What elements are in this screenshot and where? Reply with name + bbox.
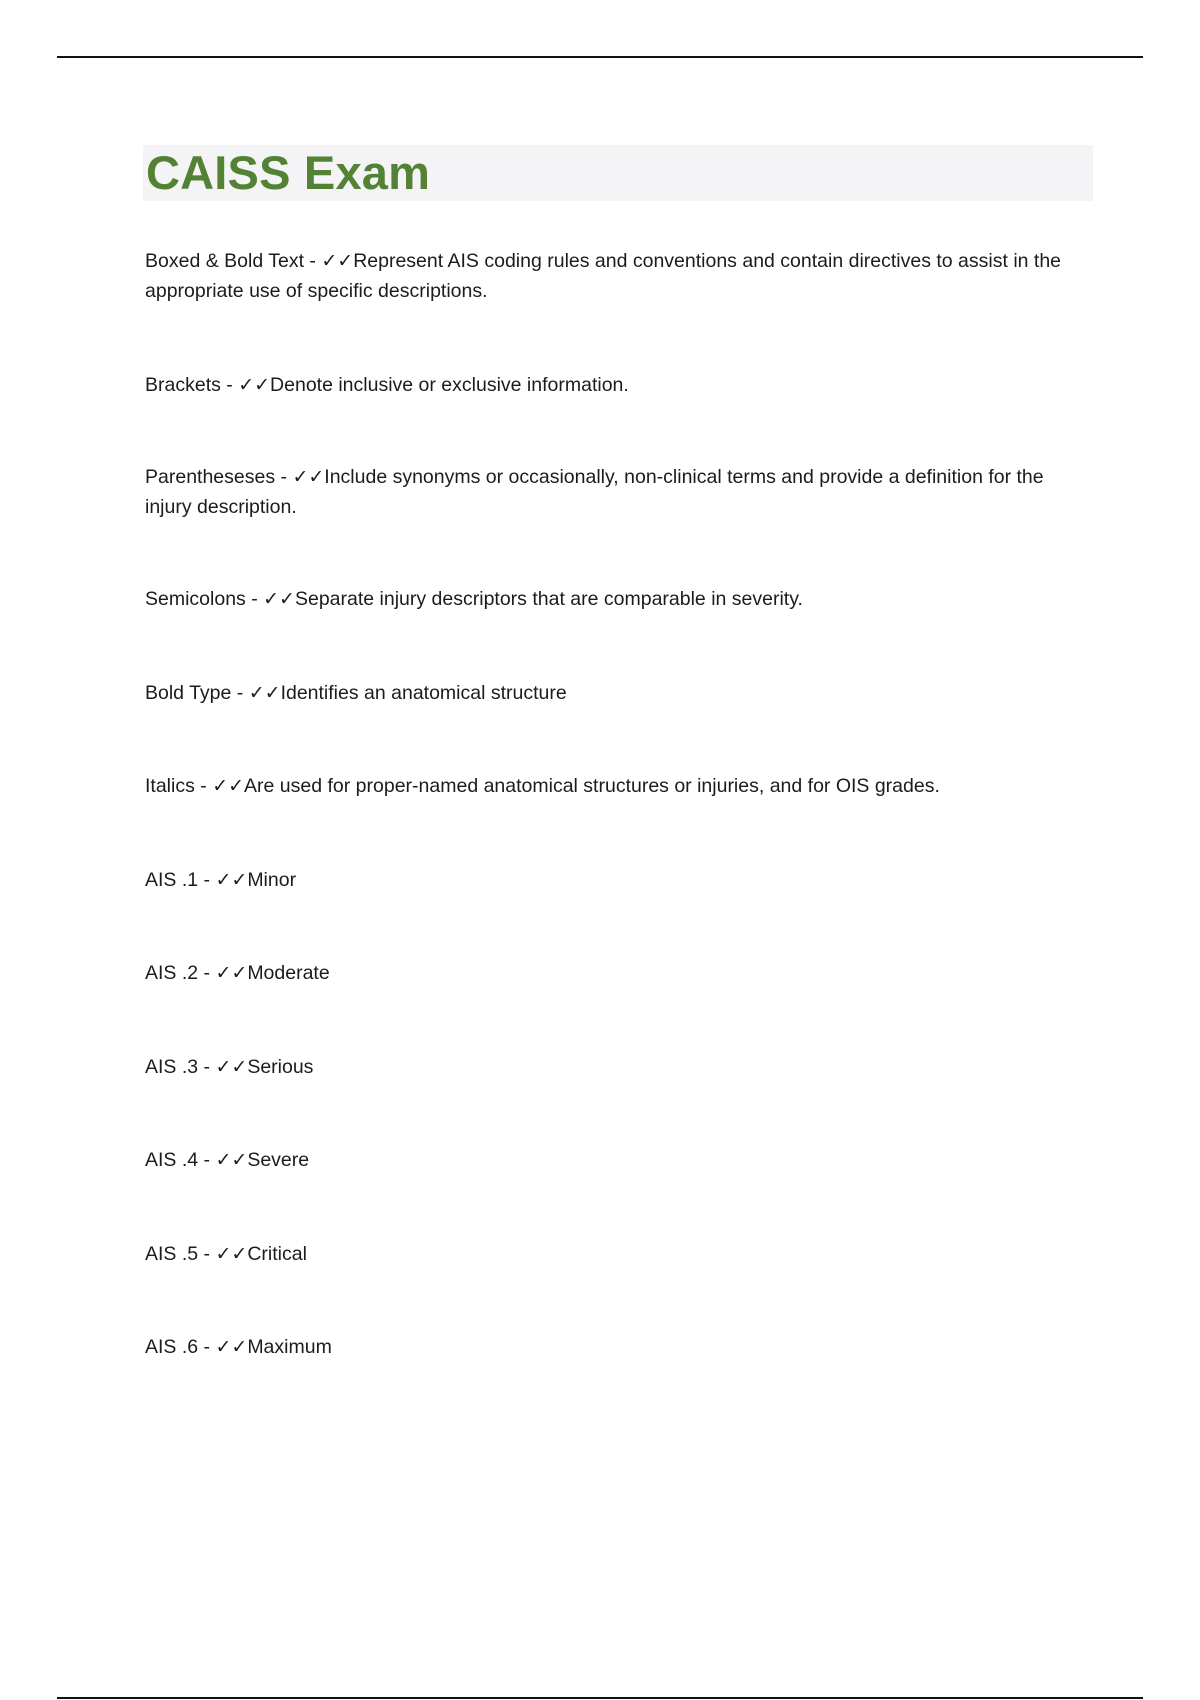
entry-term: AIS .2 [145, 962, 199, 984]
entry-term: AIS .4 [145, 1149, 199, 1171]
flashcard-entry [145, 1145, 1095, 1175]
entry-separator: - [198, 962, 216, 984]
entry-separator: - [275, 466, 293, 488]
title-banner [143, 145, 1093, 201]
double-check-icon: ✓✓ [248, 682, 281, 704]
flashcard-entry [145, 771, 1095, 801]
flashcard-entry [145, 1332, 1095, 1362]
entry-definition: Are used for proper-named anatomical structures or injuries, and for OIS grades. [244, 775, 940, 797]
bottom-divider [57, 1697, 1143, 1699]
double-check-icon: ✓✓ [215, 1056, 248, 1078]
top-divider [57, 56, 1143, 58]
entry-separator: - [198, 1056, 216, 1078]
entry-separator: - [194, 775, 213, 797]
entry-definition: Moderate [247, 962, 330, 984]
entry-definition: Minor [247, 869, 297, 891]
double-check-icon: ✓✓ [215, 1243, 248, 1265]
entry-definition: Include synonyms or occasionally, non-clinical terms and provide a definition for the injury description. [145, 466, 1044, 518]
flashcard-entry [145, 462, 1095, 522]
entry-separator: - [245, 588, 264, 610]
entry-definition: Denote inclusive or exclusive information. [270, 374, 629, 396]
entry-definition: Critical [247, 1243, 307, 1265]
entry-term: Brackets [145, 374, 221, 396]
entry-term: AIS .1 [145, 869, 199, 891]
double-check-icon: ✓✓ [212, 775, 245, 797]
entry-definition: Serious [247, 1056, 314, 1078]
entry-separator: - [198, 869, 216, 891]
entry-definition: Represent AIS coding rules and conventions and contain directives to assist in the appropriate use of specific descriptions. [145, 250, 1062, 302]
entry-definition: Identifies an anatomical structure [280, 682, 567, 704]
entry-definition: Maximum [247, 1336, 332, 1358]
flashcard-entry [145, 246, 1095, 306]
double-check-icon: ✓✓ [215, 962, 248, 984]
entry-term: AIS .5 [145, 1243, 199, 1265]
entry-term: Bold Type [145, 682, 232, 704]
entry-separator: - [220, 374, 239, 396]
flashcard-entry [145, 678, 1095, 708]
double-check-icon: ✓✓ [321, 250, 354, 272]
entry-definition: Separate injury descriptors that are comparable in severity. [294, 588, 803, 610]
double-check-icon: ✓✓ [215, 869, 248, 891]
entry-term: AIS .3 [145, 1056, 199, 1078]
double-check-icon: ✓✓ [238, 374, 271, 396]
flashcard-entry [145, 865, 1095, 895]
double-check-icon: ✓✓ [215, 1149, 248, 1171]
entry-separator: - [198, 1336, 216, 1358]
flashcard-entry [145, 1052, 1095, 1082]
flashcard-list [145, 246, 1095, 1362]
double-check-icon: ✓✓ [215, 1336, 248, 1358]
flashcard-entry [145, 1239, 1095, 1269]
entry-definition: Severe [247, 1149, 310, 1171]
entry-separator: - [198, 1243, 216, 1265]
entry-term: Boxed & Bold Text [145, 250, 304, 272]
entry-term: Parentheseses [145, 466, 276, 488]
entry-term: AIS .6 [145, 1336, 199, 1358]
entry-separator: - [231, 682, 249, 704]
flashcard-entry [145, 958, 1095, 988]
entry-separator: - [198, 1149, 216, 1171]
entry-term: Italics [145, 775, 195, 797]
double-check-icon: ✓✓ [263, 588, 295, 610]
flashcard-entry [145, 584, 1095, 614]
double-check-icon: ✓✓ [292, 466, 325, 488]
entry-term: Semicolons [145, 588, 246, 610]
page-title: CAISS Exam [146, 146, 431, 199]
flashcard-entry [145, 370, 1095, 400]
entry-separator: - [304, 250, 322, 272]
